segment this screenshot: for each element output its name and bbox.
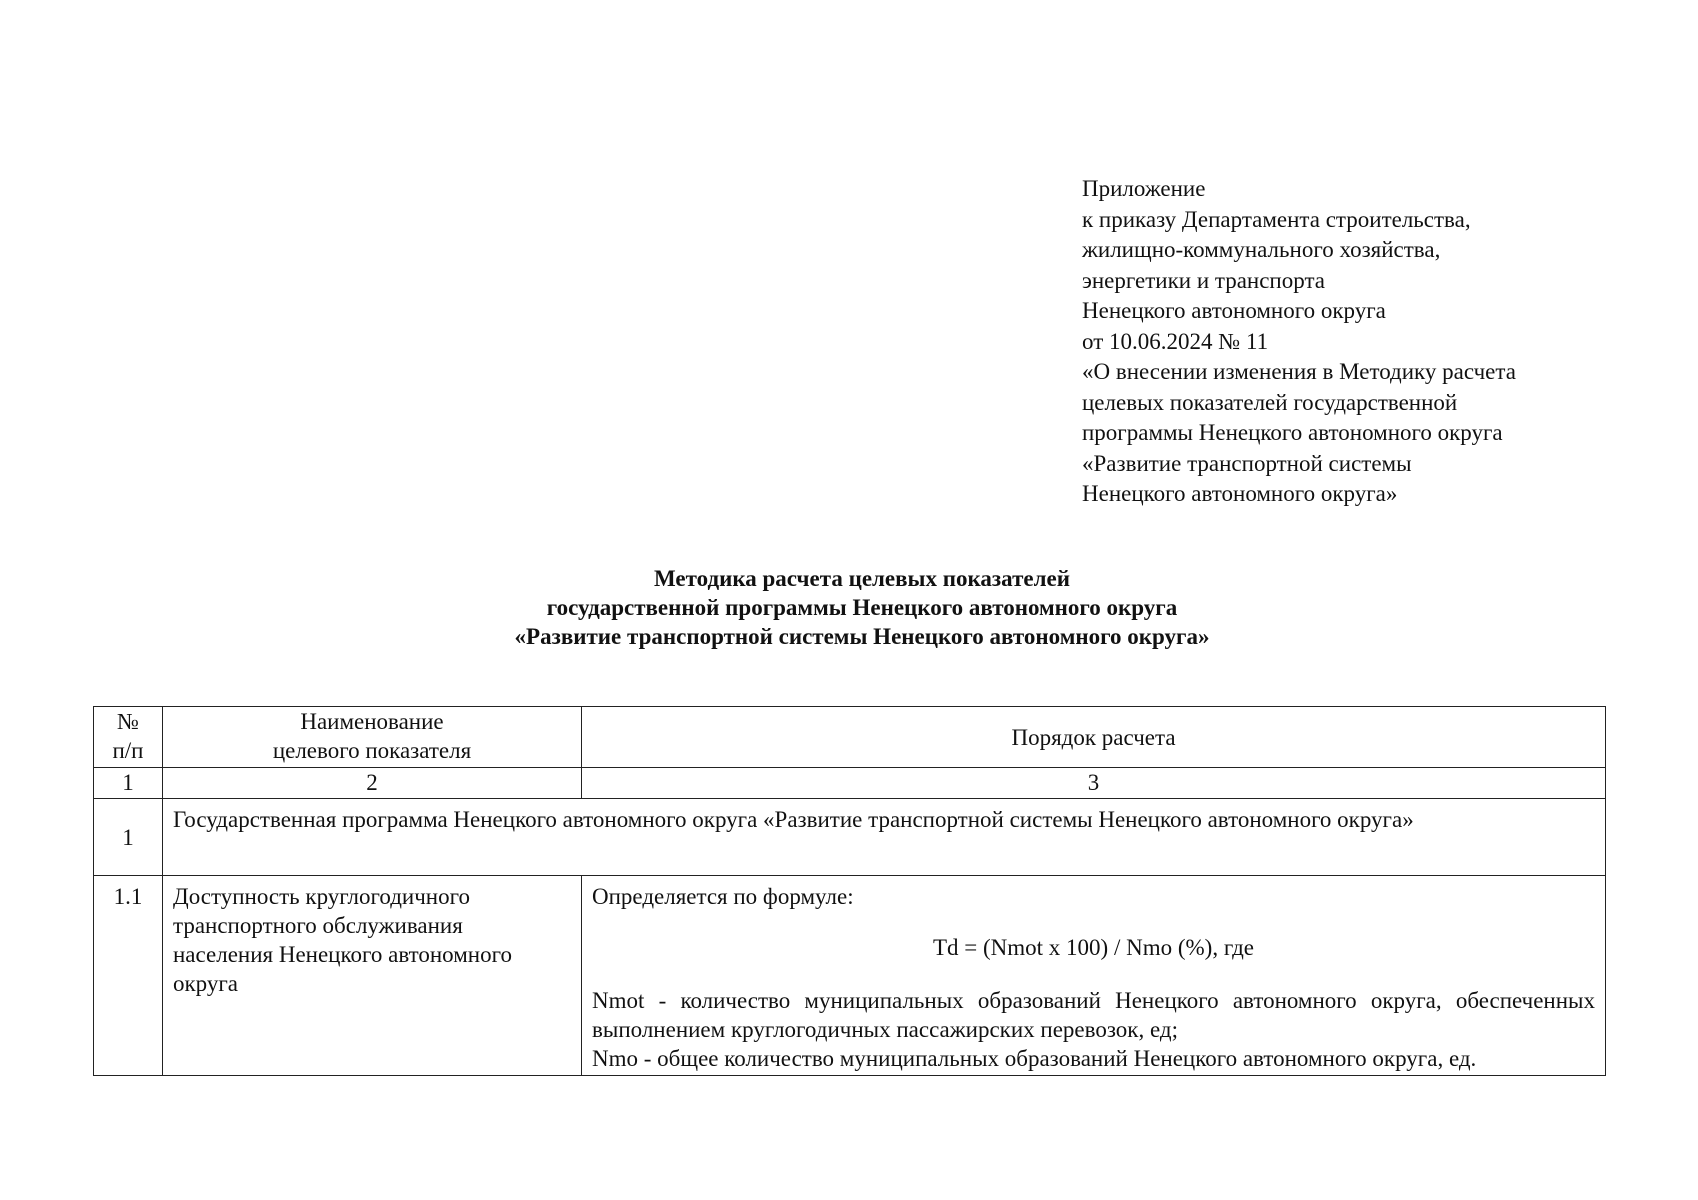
column-number: 1 [94, 768, 163, 799]
column-number: 2 [163, 768, 582, 799]
header-number-line: п/п [112, 738, 144, 763]
appendix-line: от 10.06.2024 № 11 [1082, 328, 1269, 354]
appendix-line: Приложение [1082, 176, 1206, 201]
title-line: «Развитие транспортной системы Ненецкого автономного округа» [514, 624, 1210, 649]
document-title [0, 564, 1698, 651]
methodology-table [93, 706, 1606, 1076]
calc-intro: Определяется по формуле: [592, 884, 854, 909]
appendix-line: жилищно-коммунального хозяйства, [1082, 237, 1441, 262]
appendix-line: программы Ненецкого автономного округа [1082, 420, 1503, 445]
indicator-calculation [582, 876, 1606, 1076]
header-row [94, 707, 1606, 768]
appendix-line: Ненецкого автономного округа» [1082, 481, 1398, 506]
indicator-name-line: Доступность круглогодичного [173, 884, 470, 909]
indicator-name-line: транспортного обслуживания [173, 913, 463, 938]
title-line: государственной программы Ненецкого автономного округа [546, 595, 1178, 620]
appendix-line: энергетики и транспорта [1082, 267, 1325, 293]
appendix-block [1082, 174, 1516, 510]
program-number: 1 [94, 799, 163, 876]
header-number-cell [94, 707, 163, 768]
indicator-row [94, 876, 1606, 1076]
title-line: Методика расчета целевых показателей [654, 566, 1070, 591]
definition-nmo: Nmo - общее количество муниципальных образований Ненецкого автономного округа, ед. [592, 1046, 1477, 1071]
header-name-line: Наименование [300, 709, 444, 734]
program-row [94, 799, 1606, 876]
header-number-line: № [117, 709, 139, 734]
appendix-line: «Развитие транспортной системы [1082, 450, 1412, 476]
column-number: 3 [582, 768, 1606, 799]
indicator-number: 1.1 [94, 876, 163, 1076]
header-name-cell [163, 707, 582, 768]
definition-nmot: Nmot - количество муниципальных образований Ненецкого автономного округа, обеспеченных выполнением круглогодичных пассажирских перевозок, ед; [592, 988, 1595, 1042]
indicator-name-line: округа [173, 971, 239, 996]
column-numbers-row [94, 768, 1606, 799]
appendix-line: к приказу Департамента строительства, [1082, 206, 1471, 232]
header-calc-cell: Порядок расчета [582, 707, 1606, 768]
appendix-line: Ненецкого автономного округа [1082, 298, 1386, 323]
header-name-line: целевого показателя [272, 738, 472, 763]
indicator-name [163, 876, 582, 1076]
appendix-line: целевых показателей государственной [1082, 389, 1458, 415]
appendix-line: «О внесении изменения в Методику расчета [1082, 359, 1516, 384]
formula: Td = (Nmot x 100) / Nmo (%), где [932, 935, 1255, 960]
program-title: Государственная программа Ненецкого автономного округа «Развитие транспортной системы Ненецкого автономного округа» [163, 799, 1606, 876]
indicator-name-line: населения Ненецкого автономного [173, 942, 512, 967]
